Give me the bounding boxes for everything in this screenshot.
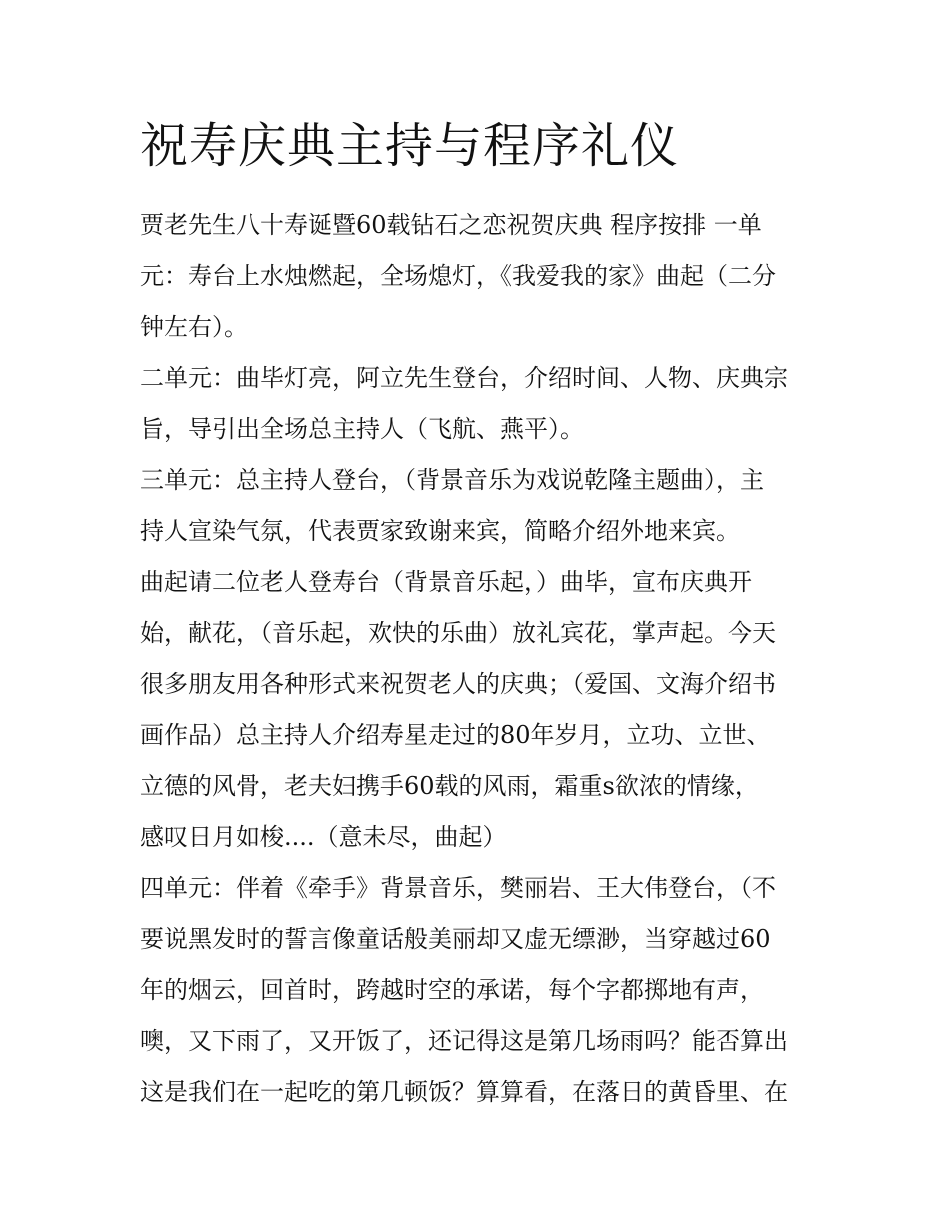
body-line: 立德的风骨，老夫妇携手60载的风雨，霜重s欲浓的情缘， — [140, 772, 759, 800]
document-body — [140, 200, 820, 1118]
body-line: 画作品）总主持人介绍寿星走过的80年岁月，立功、立世、 — [140, 721, 771, 749]
body-line: 很多朋友用各种形式来祝贺老人的庆典；（爱国、文海介绍书 — [140, 670, 776, 698]
body-line: 感叹日月如梭....（意未尽，曲起） — [140, 823, 507, 851]
body-line: 这是我们在一起吃的第几顿饭？算算看，在落日的黄昏里、在 — [140, 1078, 788, 1106]
body-line: 钟左右）。 — [140, 313, 248, 341]
body-line: 贾老先生八十寿诞暨60载钻石之恋祝贺庆典 程序按排 一单 — [140, 211, 762, 239]
body-line: 噢，又下雨了，又开饭了，还记得这是第几场雨吗？能否算出 — [140, 1027, 788, 1055]
body-line: 持人宣染气氛，代表贾家致谢来宾，简略介绍外地来宾。 — [140, 517, 740, 545]
document-title: 祝寿庆典主持与程序礼仪 — [140, 118, 680, 174]
body-line: 曲起请二位老人登寿台（背景音乐起，）曲毕，宣布庆典开 — [140, 568, 752, 596]
body-line: 要说黑发时的誓言像童话般美丽却又虚无缥渺，当穿越过60 — [140, 925, 771, 953]
body-line: 年的烟云，回首时，跨越时空的承诺，每个字都掷地有声， — [140, 976, 764, 1004]
body-line: 二单元：曲毕灯亮，阿立先生登台，介绍时间、人物、庆典宗 — [140, 364, 788, 392]
body-line: 旨，导引出全场总主持人（飞航、燕平）。 — [140, 415, 584, 443]
body-line: 三单元：总主持人登台，（背景音乐为戏说乾隆主题曲），主 — [140, 466, 764, 494]
body-line: 元：寿台上水烛燃起，全场熄灯，《我爱我的家》曲起（二分 — [140, 262, 776, 290]
body-line: 始，献花，（音乐起，欢快的乐曲）放礼宾花，掌声起。今天 — [140, 619, 776, 647]
body-line: 四单元：伴着《牵手》背景音乐，樊丽岩、王大伟登台，（不 — [140, 874, 776, 902]
